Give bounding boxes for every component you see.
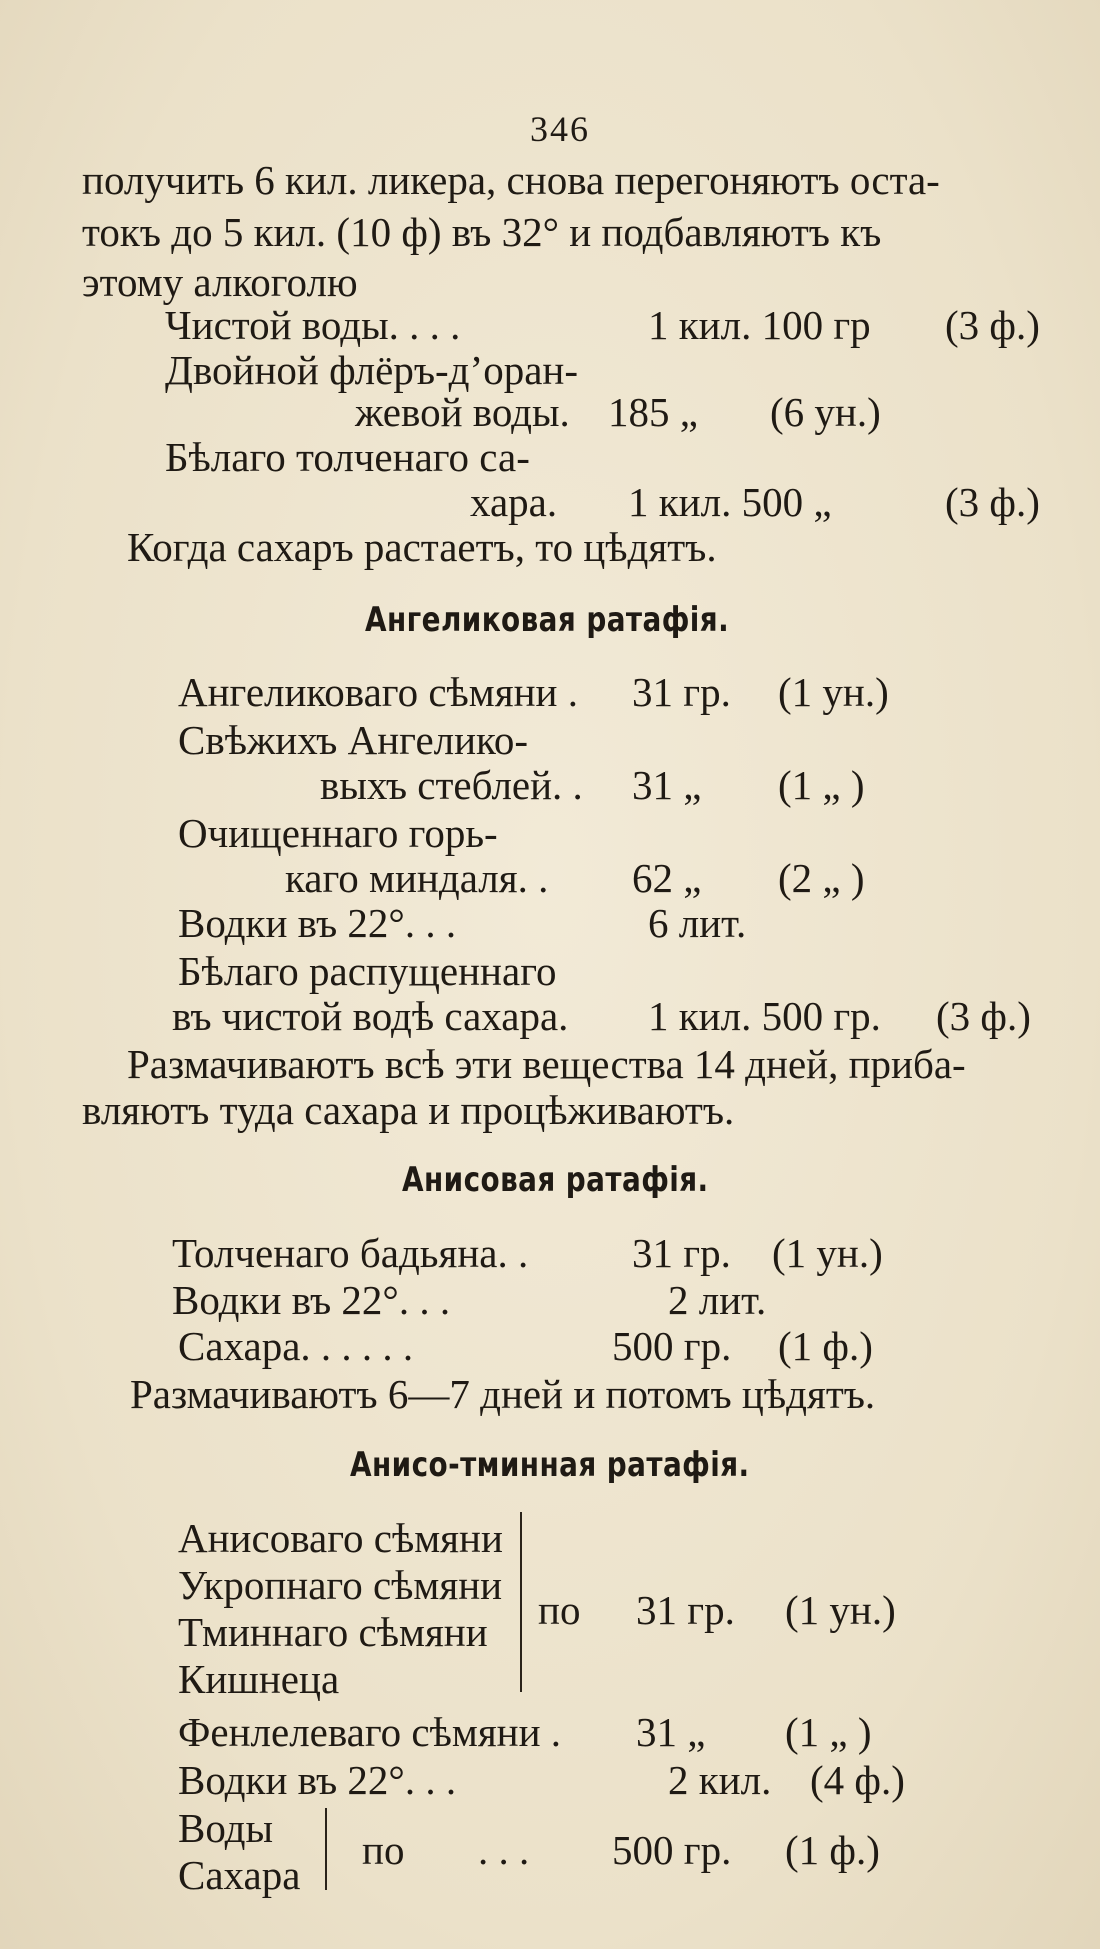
- ingredient-qty: 1 кил. 100 гр: [648, 302, 871, 348]
- ingredient-name: Очищеннаго горь-: [178, 810, 498, 856]
- intro-line: токъ до 5 кил. (10 ф) въ 32° и подбавляютъ къ: [82, 209, 882, 255]
- ingredient-old-measure: (3 ф.): [945, 479, 1040, 525]
- ingredient-qty: 2 кил.: [668, 1757, 772, 1803]
- page-number: 346: [530, 109, 590, 149]
- ingredient-name: Кишнеца: [178, 1656, 340, 1702]
- ingredient-old-measure: (6 ун.): [770, 389, 881, 435]
- ingredient-old-measure: (1 ф.): [785, 1827, 880, 1873]
- recipe-title: Анисовая ратафія.: [402, 1160, 709, 1200]
- ingredient-name: въ чистой водѣ сахара.: [172, 993, 569, 1039]
- ingredient-name: Толченаго бадьяна. .: [172, 1230, 529, 1276]
- ingredient-name: Чистой воды. . . .: [165, 302, 461, 348]
- leader-dots: . . .: [478, 1827, 530, 1873]
- recipe-title: Ангеликовая ратафія.: [365, 600, 730, 640]
- ingredient-qty: 6 лит.: [648, 900, 747, 946]
- ingredient-old-measure: (4 ф.): [810, 1757, 905, 1803]
- ingredient-old-measure: (1 „ ): [778, 762, 865, 808]
- ingredient-name: Анисоваго сѣмяни: [178, 1515, 503, 1561]
- ingredient-old-measure: (1 ун.): [778, 669, 889, 715]
- ingredient-old-measure: (3 ф.): [936, 993, 1031, 1039]
- recipe-note: Размачиваютъ всѣ эти вещества 14 дней, приба-: [127, 1041, 966, 1087]
- ingredient-qty: 1 кил. 500 „: [628, 479, 832, 525]
- group-po: по: [362, 1827, 405, 1873]
- ingredient-name: Свѣжихъ Ангелико-: [178, 717, 529, 763]
- ingredient-name: Сахара. . . . . .: [178, 1323, 414, 1369]
- ingredient-old-measure: (1 ун.): [785, 1587, 896, 1633]
- group-po: по: [538, 1587, 581, 1633]
- ingredient-qty: 31 „: [632, 762, 702, 808]
- ingredient-name: Водки въ 22°. . .: [178, 1757, 457, 1803]
- ingredient-name: Ангеликоваго сѣмяни .: [178, 669, 578, 715]
- recipe-note: Когда сахаръ растаетъ, то цѣдятъ.: [127, 524, 717, 570]
- ingredient-qty: 2 лит.: [668, 1277, 767, 1323]
- ingredient-qty: 185 „: [608, 389, 698, 435]
- ingredient-name: Водки въ 22°. . .: [172, 1277, 451, 1323]
- ingredient-qty: 62 „: [632, 855, 702, 901]
- ingredient-qty: 31 гр.: [632, 1230, 731, 1276]
- ingredient-old-measure: (1 ф.): [778, 1323, 873, 1369]
- ingredient-qty: 500 гр.: [612, 1827, 732, 1873]
- ingredient-name: Бѣлаго распущеннаго: [178, 948, 557, 994]
- ingredient-old-measure: (1 „ ): [785, 1709, 872, 1755]
- ingredient-name: выхъ стеблей. .: [320, 762, 583, 808]
- ingredient-qty: 1 кил. 500 гр.: [648, 993, 881, 1039]
- ingredient-name: Тминнаго сѣмяни: [178, 1609, 488, 1655]
- recipe-note: вляютъ туда сахара и процѣживаютъ.: [82, 1087, 735, 1133]
- intro-line: этому алкоголю: [82, 259, 358, 305]
- ingredient-name: Бѣлаго толченаго са-: [165, 434, 530, 480]
- ingredient-old-measure: (3 ф.): [945, 302, 1040, 348]
- ingredient-qty: 500 гр.: [612, 1323, 732, 1369]
- ingredient-name: Фенлелеваго сѣмяни .: [178, 1709, 562, 1755]
- ingredient-name: Водки въ 22°. . .: [178, 900, 457, 946]
- ingredient-name: Сахара: [178, 1852, 301, 1898]
- ingredient-qty: 31 „: [636, 1709, 706, 1755]
- ingredient-qty: 31 гр.: [632, 669, 731, 715]
- ingredient-name: Укропнаго сѣмяни: [178, 1562, 503, 1608]
- recipe-title: Анисо-тминная ратафія.: [350, 1445, 750, 1485]
- brace-right: [520, 1512, 522, 1692]
- ingredient-old-measure: (1 ун.): [772, 1230, 883, 1276]
- ingredient-name: жевой воды.: [355, 389, 570, 435]
- ingredient-name: каго миндаля. .: [285, 855, 549, 901]
- ingredient-name: Воды: [178, 1805, 274, 1851]
- recipe-note: Размачиваютъ 6—7 дней и потомъ цѣдятъ.: [130, 1371, 876, 1417]
- intro-line: получить 6 кил. ликера, снова перегоняютъ оста-: [82, 157, 940, 203]
- brace-left: [325, 1808, 327, 1890]
- ingredient-old-measure: (2 „ ): [778, 855, 865, 901]
- ingredient-qty: 31 гр.: [636, 1587, 735, 1633]
- ingredient-name: Двойной флёръ-д’оран-: [165, 347, 578, 393]
- ingredient-name: хара.: [470, 479, 558, 525]
